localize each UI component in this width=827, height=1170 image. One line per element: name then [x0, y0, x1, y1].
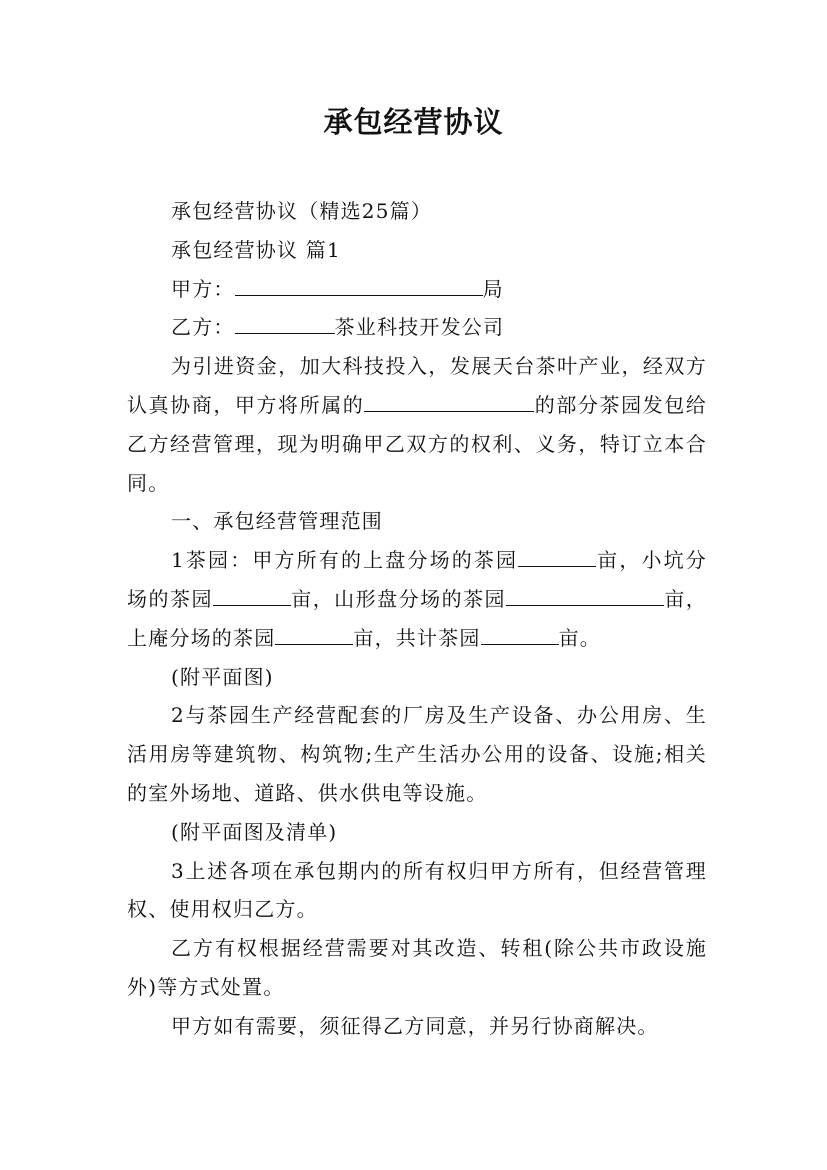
blank-line: [275, 620, 353, 645]
intro-text-b: 的部分茶园发包给乙方经营管理，现为明确甲乙双方的权利、义务，特订立本合同。: [127, 392, 708, 495]
paragraph-ownership: 3上述各项在承包期内的所有权归甲方所有，但经营管理权、使用权归乙方。: [127, 858, 707, 922]
tea-garden-text-f: 亩。: [558, 625, 602, 650]
intro-text-a: 为引进资金，加大科技投入，发展天台茶叶产业，经双方认真协商，甲方将所属的: [127, 354, 707, 417]
tea-garden-text-a: 1茶园：甲方所有的上盘分场的茶园: [171, 548, 519, 573]
tea-garden-text-d: 亩，上庵分场的茶园: [127, 586, 707, 650]
blank-line: [235, 309, 335, 334]
paragraph-party-a: [127, 270, 707, 309]
paragraph-party-a-needs: 甲方如有需要，须征得乙方同意，并另行协商解决。: [171, 1013, 659, 1038]
paragraph-tea-garden: [127, 541, 707, 657]
party-a-label: 甲方：: [171, 276, 235, 301]
document-body: [127, 192, 707, 1046]
blank-line: [506, 581, 664, 606]
paragraph-subtitle: 承包经营协议（精选25篇）: [171, 199, 433, 223]
paragraph-clause-heading: 一、承包经营管理范围: [171, 509, 383, 534]
tea-garden-text-e: 亩，共计茶园: [353, 625, 481, 650]
paragraph-attachment-note: (附平面图): [171, 664, 274, 689]
paragraph-section-heading: 承包经营协议 篇1: [171, 237, 341, 262]
tea-garden-text-b: 亩，小坑分场的茶园: [127, 548, 707, 611]
paragraph-party-b: [127, 308, 707, 347]
blank-line: [213, 581, 291, 606]
party-b-suffix: 茶业科技开发公司: [334, 315, 505, 340]
blank-line: [235, 271, 483, 296]
party-a-suffix: 局: [482, 276, 504, 301]
paragraph-intro: [127, 347, 707, 502]
blank-line: [364, 387, 534, 412]
document-title: 承包经营协议: [323, 105, 504, 139]
paragraph-party-b-rights: 乙方有权根据经营需要对其改造、转租(除公共市政设施外)等方式处置。: [127, 936, 707, 999]
tea-garden-text-c: 亩，山形盘分场的茶园: [290, 586, 507, 611]
blank-line: [518, 542, 596, 567]
party-b-label: 乙方：: [171, 315, 235, 340]
blank-line: [481, 620, 559, 645]
paragraph-facilities: 2与茶园生产经营配套的厂房及生产设备、办公用房、生活用房等建筑物、构筑物;生产生活办公用的设备、设施;相关的室外场地、道路、供水供电等设施。: [127, 703, 707, 805]
paragraph-attachment-list-note: (附平面图及清单): [171, 819, 338, 844]
